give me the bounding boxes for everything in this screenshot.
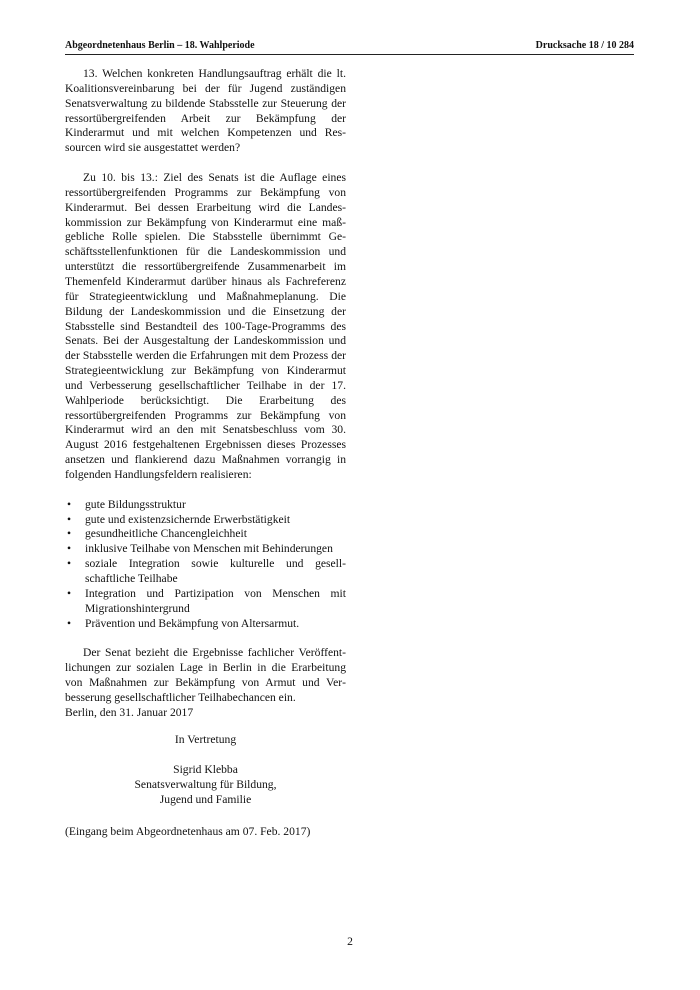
bullet-icon: •	[67, 557, 72, 571]
list-item-text: gute Bildungsstruktur	[85, 497, 186, 511]
closing-paragraph: Der Senat bezieht die Ergebnisse fachlicher Veröffentlichungen zur sozialen Lage in Berlin in die Erarbeitung von Maßnahmen zur Bekämpfung von Armut und Verbesserung gesellschaftlicher Teilhabechancen ein.	[65, 646, 346, 704]
bullet-icon: •	[67, 586, 72, 600]
list-item	[65, 557, 346, 587]
list-item	[65, 513, 346, 528]
question-paragraph: 13. Welchen konkreten Handlungsauftrag erhält die lt. Koalitionsvereinbarung bei der für Jugend zuständigen Senatsverwaltung zu bildende Stabsstelle zur Steuerung der ressortübergreifenden Arbeit zur Bekämpfung der Kinderarmut und mit welchen Kompetenzen und Ressourcen wird sie ausgestattet werden?	[65, 67, 346, 155]
signatory-department-line2: Jugend und Familie	[159, 792, 252, 806]
bullet-icon: •	[67, 527, 72, 541]
list-item-text: soziale Integration sowie kulturelle und gesellschaftliche Teilhabe	[85, 557, 346, 585]
answer-paragraph: Zu 10. bis 13.: Ziel des Senats ist die Auflage eines ressortübergreifenden Programms zur Bekämpfung von Kinderarmut. Bei dessen Erarbeitung wird die Landeskommission zur Bekämpfung von Kinderarmut eine maßgebliche Rolle spielen. Die Stabsstelle übernimmt Geschäftsstellenfunktionen für die Landeskommission und unterstützt die ressortübergreifende Zusammenarbeit im Themenfeld Kinderarmut darüber hinaus als Fachreferenz für Strategieentwicklung und Maßnahmeplanung. Die Bildung der Landeskommission und die Einsetzung der Stabsstelle sind Bestandteil des 100-Tage-Programms des Senats. Bei der Ausgestaltung der Landeskommission und der Stabsstelle werden die Erfahrungen mit dem Prozess der Strategieentwicklung zur Bekämpfung von Kinderarmut und Verbesserung gesellschaftlicher Teilhabe in der 17. Wahlperiode berücksichtigt. Die Erarbeitung des ressortübergreifenden Programms zur Bekämpfung von Kinderarmut wird an den mit Senatsbeschluss vom 30. August 2016 festgehaltenen Ergebnissen dieses Prozesses ansetzen und flankierend dazu Maßnahmen vorrangig in folgenden Handlungsfeldern realisieren:	[65, 171, 346, 481]
list-item-text: gesundheitliche Chancengleichheit	[85, 527, 247, 541]
signatory-name: Sigrid Klebba	[173, 763, 238, 776]
list-item	[65, 527, 346, 542]
signature-block	[65, 733, 346, 748]
signatory-block	[65, 763, 346, 808]
list-item-text: inklusive Teilhabe von Menschen mit Behinderungen	[85, 542, 333, 556]
page-header	[65, 38, 634, 55]
list-item	[65, 542, 346, 557]
receipt-note: (Eingang beim Abgeordnetenhaus am 07. Feb. 2017)	[65, 825, 311, 838]
list-item	[65, 587, 346, 617]
bullet-icon: •	[67, 542, 72, 556]
header-parliament-title: Abgeordnetenhaus Berlin – 18. Wahlperiode	[65, 40, 255, 51]
bullet-icon: •	[67, 616, 72, 630]
list-item	[65, 498, 346, 513]
list-item-text: gute und existenzsichernde Erwerbstätigkeit	[85, 512, 291, 526]
action-fields-list	[65, 498, 346, 632]
in-vertretung-label: In Vertretung	[174, 733, 237, 746]
list-item-text: Integration und Partizipation von Menschen mit Migrationshintergrund	[85, 586, 346, 615]
bullet-icon: •	[67, 512, 72, 526]
text-column	[65, 67, 346, 721]
page-number: 2	[347, 935, 353, 948]
signatory-department-line1: Senatsverwaltung für Bildung,	[134, 777, 277, 791]
bullet-icon: •	[67, 497, 72, 511]
header-document-number: Drucksache 18 / 10 284	[535, 40, 634, 51]
list-item-text: Prävention und Bekämpfung von Altersarmut.	[85, 616, 300, 630]
place-and-date: Berlin, den 31. Januar 2017	[65, 705, 194, 719]
list-item	[65, 617, 346, 632]
